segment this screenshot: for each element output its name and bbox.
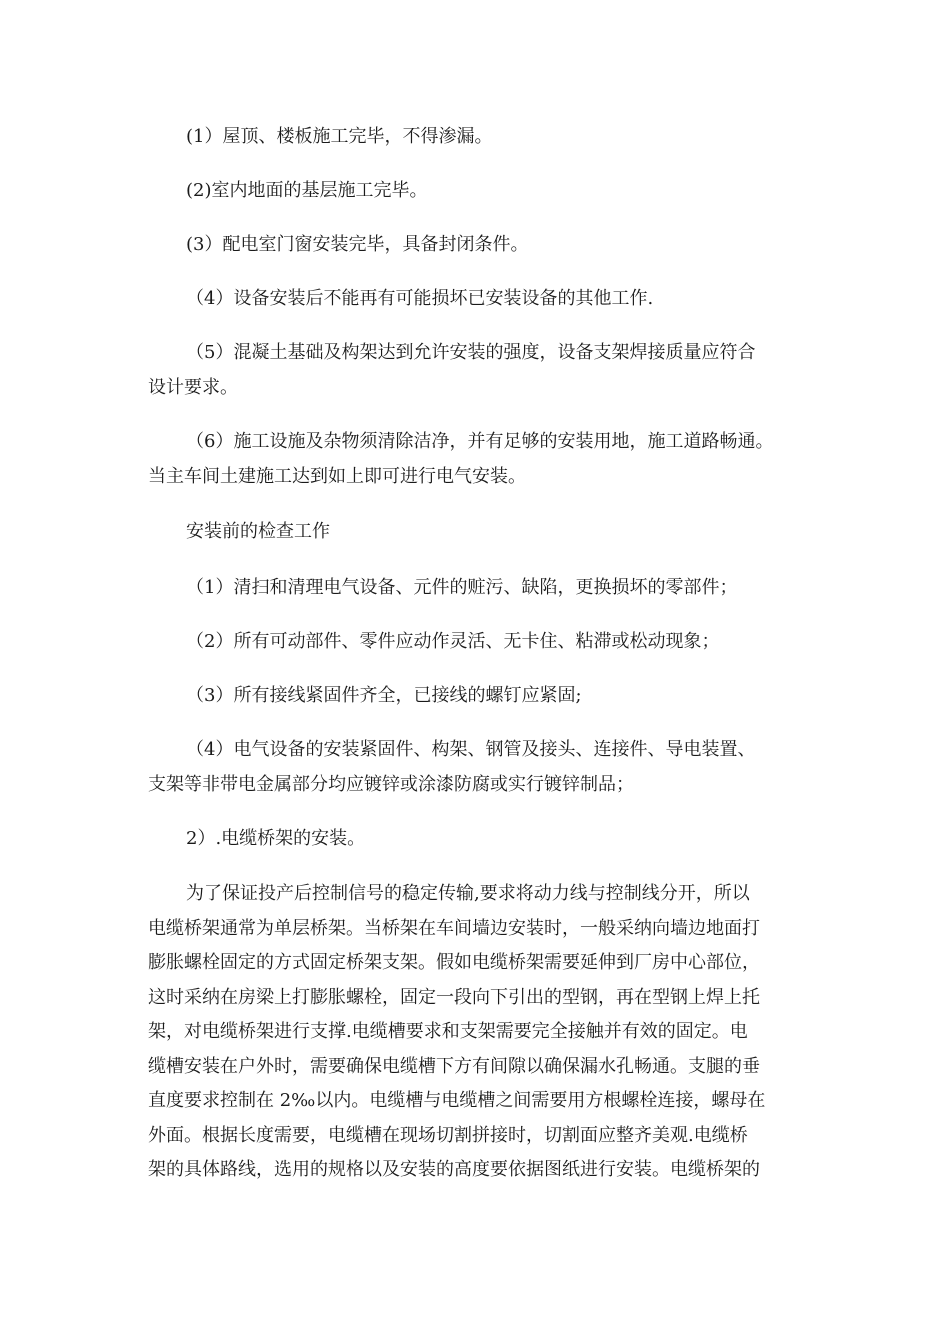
text-line: （5）混凝土基础及构架达到允许安装的强度，设备支架焊接质量应符合 — [186, 342, 756, 363]
text-line: (3）配电室门窗安装完毕，具备封闭条件。 — [186, 234, 529, 255]
text-line: 当主车间土建施工达到如上即可进行电气安装。 — [148, 465, 526, 487]
paragraph-3 — [148, 228, 822, 263]
text-line: (2)室内地面的基层施工完毕。 — [186, 180, 428, 201]
section-heading — [148, 515, 822, 550]
text-line: 电缆桥架通常为单层桥架。当桥架在车间墙边安装时，一般采纳向墙边地面打 — [148, 917, 760, 939]
text-line: 架的具体路线，选用的规格以及安装的高度要依据图纸进行安装。电缆桥架的 — [148, 1159, 760, 1180]
text-line: （1）清扫和清理电气设备、元件的赃污、缺陷，更换损坏的零部件； — [186, 577, 738, 598]
text-line: 架，对电缆桥架进行支撑.电缆槽要求和支架需要完全接触并有效的固定。电 — [148, 1021, 748, 1042]
paragraph-10 — [148, 733, 822, 802]
text-line: 直度要求控制在 2‰以内。电缆槽与电缆槽之间需要用方根螺栓连接，螺母在 — [148, 1090, 766, 1111]
paragraph-body — [148, 877, 822, 1188]
paragraph-7 — [148, 571, 822, 606]
text-line: （3）所有接线紧固件齐全，已接线的螺钉应紧固; — [186, 685, 582, 706]
text-line: 安装前的检查工作 — [186, 521, 330, 542]
paragraph-2 — [148, 174, 822, 209]
paragraph-1 — [148, 120, 822, 155]
text-line: 这时采纳在房梁上打膨胀螺栓，固定一段向下引出的型钢，再在型钢上焊上托 — [148, 986, 760, 1008]
text-line: 2）.电缆桥架的安装。 — [186, 828, 366, 849]
text-line: (1）屋顶、楼板施工完毕，不得渗漏。 — [186, 126, 493, 147]
text-line: （4）电气设备的安装紧固件、构架、钢管及接头、连接件、导电装置、 — [186, 739, 756, 760]
paragraph-9 — [148, 679, 822, 714]
text-line: （4）设备安装后不能再有可能损坏已安装设备的其他工作. — [186, 288, 654, 309]
text-line: （2）所有可动部件、零件应动作灵活、无卡住、粘滞或松动现象； — [186, 631, 720, 652]
text-line: 缆槽安装在户外时，需要确保电缆槽下方有间隙以确保漏水孔畅通。支腿的垂 — [148, 1055, 760, 1077]
text-line: （6）施工设施及杂物须清除洁净，并有足够的安装用地，施工道路畅通。 — [186, 431, 774, 452]
text-line: 膨胀螺栓固定的方式固定桥架支架。假如电缆桥架需要延伸到厂房中心部位， — [148, 952, 760, 973]
paragraph-8 — [148, 625, 822, 660]
text-line: 外面。根据长度需要，电缆槽在现场切割拼接时，切割面应整齐美观.电缆桥 — [148, 1124, 748, 1146]
paragraph-5 — [148, 336, 822, 405]
text-line: 为了保证投产后控制信号的稳定传输,要求将动力线与控制线分开，所以 — [186, 883, 750, 904]
section-heading-2 — [148, 822, 822, 857]
text-line: 设计要求。 — [148, 376, 238, 398]
paragraph-4 — [148, 282, 822, 317]
text-line: 支架等非带电金属部分均应镀锌或涂漆防腐或实行镀锌制品； — [148, 773, 634, 795]
paragraph-6 — [148, 425, 822, 494]
